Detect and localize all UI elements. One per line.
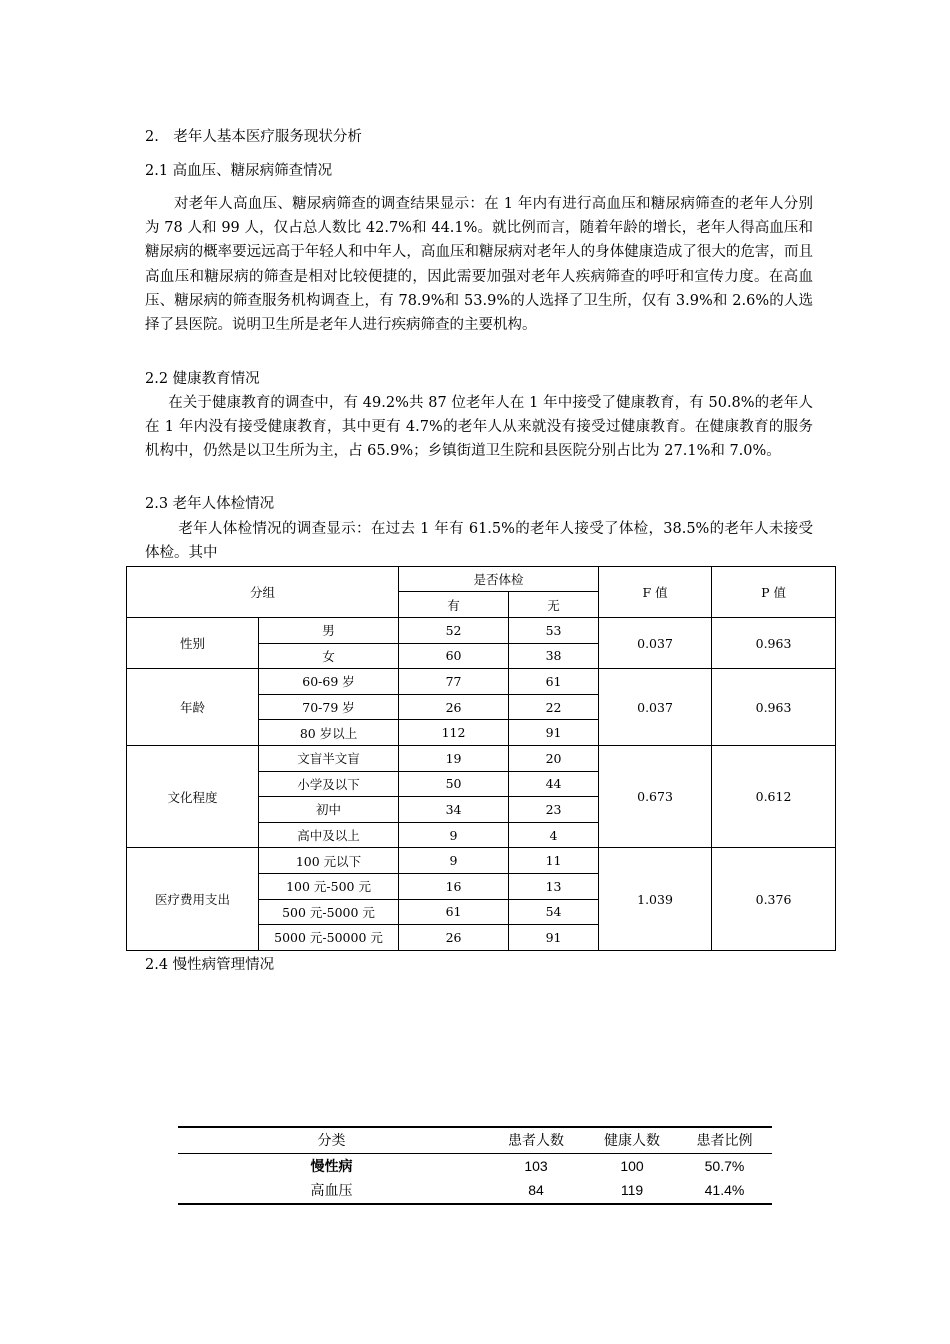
no-count: 91 [509,925,599,951]
row-label: 男 [259,618,399,644]
yes-count: 16 [399,873,509,899]
no-count: 23 [509,797,599,823]
row-label: 60-69 岁 [259,669,399,695]
header-group: 分组 [127,567,399,618]
no-count: 13 [509,873,599,899]
table-row [127,618,836,644]
no-count: 44 [509,771,599,797]
section-heading-2-4: 2.4 慢性病管理情况 [145,957,275,973]
section-heading-2-1: 2.1 高血压、糖尿病筛查情况 [145,163,333,179]
yes-count: 34 [399,797,509,823]
yes-count: 26 [399,694,509,720]
f-value: 0.037 [599,618,712,669]
row-label: 5000 元-50000 元 [259,925,399,951]
header-healthy: 健康人数 [604,1132,660,1149]
physical-exam-table [126,566,836,951]
p-value: 0.376 [712,848,836,950]
yes-count: 50 [399,771,509,797]
table-row [127,848,836,874]
yes-count: 52 [399,618,509,644]
row-label: 高中及以上 [259,822,399,848]
table-row [127,745,836,771]
row-label: 初中 [259,797,399,823]
chronic-disease-table-body [178,1128,772,1153]
f-value: 0.673 [599,745,712,847]
row-label: 100 元-500 元 [259,873,399,899]
no-count: 61 [509,669,599,695]
p-value: 0.963 [712,669,836,746]
paragraph-physical-exam: 老年人体检情况的调查显示：在过去 1 年有 61.5%的老年人接受了体检，38.5%的老年人未接受体检。其中 [145,521,813,562]
group-name: 文化程度 [127,745,259,847]
header-yes: 有 [399,592,509,618]
yes-count: 9 [399,848,509,874]
no-count: 54 [509,899,599,925]
p-value: 0.963 [712,618,836,669]
paragraph-screening: 对老年人高血压、糖尿病筛查的调查结果显示：在 1 年内有进行高血压和糖尿病筛查的老年人分别为 78 人和 99 人，仅占总人数比 42.7%和 44.1%。就比例而言，随着年龄的增长，老年人得高血压和糖尿病的概率要远远高于年轻人和中年人，高血压和糖尿病对老年人的身体健康造成了很大的危害，而且高血压和糖尿病的筛查是相对比较便捷的，因此需要加强对老年人疾病筛查的呼吁和宣传力度。在高血压、糖尿病的筛查服务机构调查上，有 78.9%和 53.9%的人选择了卫生所，仅有 3.9%和 2.6%的人选择了县医院。说明卫生所是老年人进行疾病筛查的主要机构。 [145,196,813,334]
yes-count: 19 [399,745,509,771]
no-count: 11 [509,848,599,874]
row-label: 文盲半文盲 [259,745,399,771]
row-label: 70-79 岁 [259,694,399,720]
header-patients: 患者人数 [508,1132,564,1149]
chronic-disease-table-rows [178,1154,772,1203]
table-header-row [178,1128,772,1153]
no-count: 20 [509,745,599,771]
header-no: 无 [509,592,599,618]
header-ratio: 患者比例 [696,1132,753,1149]
no-count: 4 [509,822,599,848]
section-heading-2: 2. 老年人基本医疗服务现状分析 [145,129,362,145]
yes-count: 77 [399,669,509,695]
group-name: 性别 [127,618,259,669]
yes-count: 112 [399,720,509,746]
header-exam: 是否体检 [399,567,599,592]
yes-count: 60 [399,643,509,669]
yes-count: 61 [399,899,509,925]
row-label: 500 元-5000 元 [259,899,399,925]
row-label: 女 [259,643,399,669]
header-f-value: F 值 [599,567,712,618]
header-p-value: P 值 [712,567,836,618]
section-heading-2-3: 2.3 老年人体检情况 [145,496,275,512]
section-heading-2-2: 2.2 健康教育情况 [145,371,260,387]
f-value: 0.037 [599,669,712,746]
f-value: 1.039 [599,848,712,950]
healthy-cell: 119 [620,1182,644,1199]
ratio-cell: 41.4% [704,1182,745,1199]
no-count: 53 [509,618,599,644]
p-value: 0.612 [712,745,836,847]
no-count: 91 [509,720,599,746]
yes-count: 9 [399,822,509,848]
table-row [127,669,836,695]
yes-count: 26 [399,925,509,951]
table-bottom-rule [178,1203,772,1205]
ratio-cell: 50.7% [704,1157,745,1174]
patients-cell: 84 [528,1182,544,1199]
table-row [178,1154,772,1179]
category-cell: 高血压 [310,1182,353,1199]
row-label: 100 元以下 [259,848,399,874]
no-count: 22 [509,694,599,720]
group-name: 年龄 [127,669,259,746]
healthy-cell: 100 [620,1157,644,1174]
chronic-disease-table [178,1126,772,1205]
header-category: 分类 [317,1132,346,1149]
paragraph-health-education: 在关于健康教育的调查中，有 49.2%共 87 位老年人在 1 年中接受了健康教育，有 50.8%的老年人在 1 年内没有接受健康教育，其中更有 4.7%的老年人从来就没有接受过健康教育。在健康教育的服务机构中，仍然是以卫生所为主，占 65.9%；乡镇街道卫生院和县医院分别占比为 27.1%和 7.0%。 [145,395,813,460]
category-cell: 慢性病 [310,1157,353,1174]
group-name: 医疗费用支出 [127,848,259,950]
no-count: 38 [509,643,599,669]
table-row [178,1178,772,1203]
row-label: 80 岁以上 [259,720,399,746]
row-label: 小学及以下 [259,771,399,797]
patients-cell: 103 [524,1157,548,1174]
